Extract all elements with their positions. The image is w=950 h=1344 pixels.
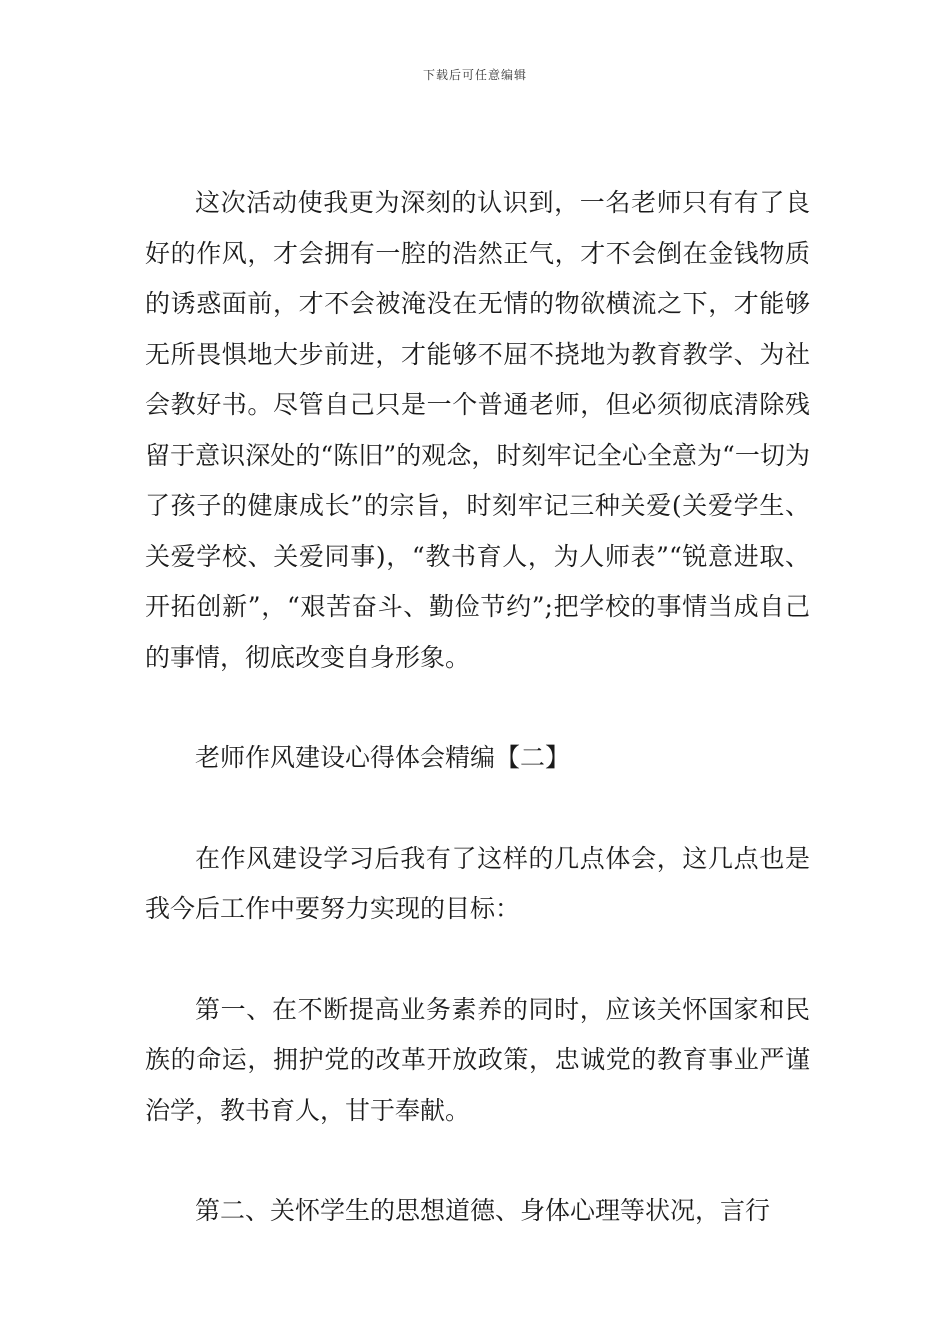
paragraph-gap: [145, 935, 810, 985]
paragraph-gap: [145, 1136, 810, 1186]
section-title: 老师作风建设心得体会精编【二】: [195, 743, 571, 772]
paragraph-gap: [145, 683, 810, 733]
paragraph-3: 第一、在不断提高业务素养的同时，应该关怀国家和民族的命运，拥护党的改革开放政策，忠诚党的教育事业严谨治学，教书育人，甘于奉献。: [145, 994, 810, 1125]
page-header-note: 下载后可任意编辑: [422, 68, 527, 82]
paragraph-2: 在作风建设学习后我有了这样的几点体会，这几点也是我今后工作中要努力实现的目标：: [145, 843, 810, 923]
paragraph-gap: [145, 784, 810, 834]
document-body: [145, 178, 810, 1237]
paragraph-1: 这次活动使我更为深刻的认识到，一名老师只有有了良好的作风，才会拥有一腔的浩然正气，才不会倒在金钱物质的诱惑面前，才不会被淹没在无情的物欲横流之下，才能够无所畏惧地大步前进，才能够不屈不挠地为教育教学、为社会教好书。尽管自己只是一个普通老师，但必须彻底清除残留于意识深处的“陈旧”的观念，时刻牢记全心全意为“一切为了孩子的健康成长”的宗旨，时刻牢记三种关爱(关爱学生、关爱学校、关爱同事)，“教书育人，为人师表”“锐意进取、开拓创新”，“艰苦奋斗、勤俭节约”;把学校的事情当成自己的事情，彻底改变自身形象。: [145, 188, 810, 672]
paragraph-4: 第二、关怀学生的思想道德、身体心理等状况，言行: [195, 1196, 771, 1225]
